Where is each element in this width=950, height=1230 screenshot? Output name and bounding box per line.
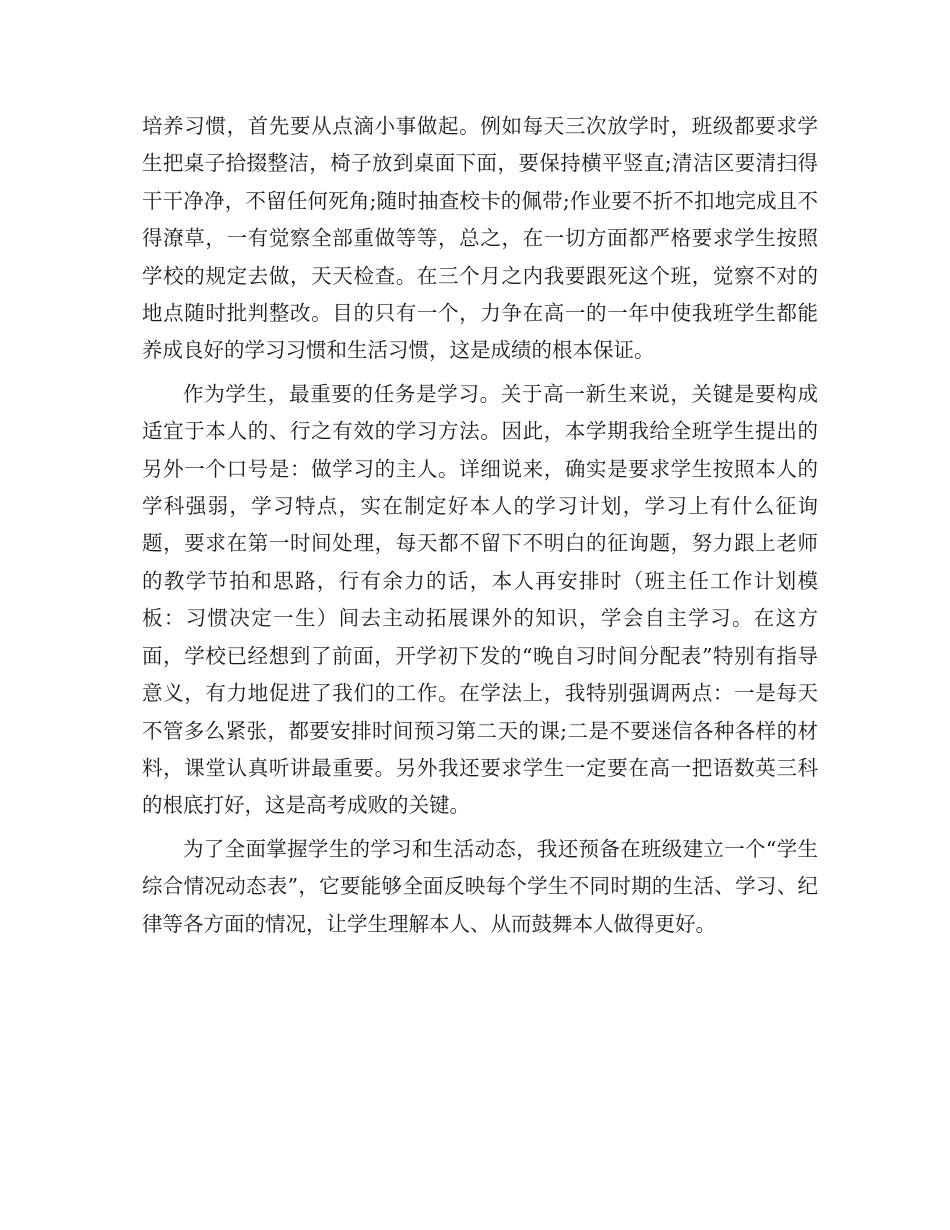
paragraph-study-methods: 作为学生，最重要的任务是学习。关于高一新生来说，关键是要构成适宜于本人的、行之有效的学习方法。因此，本学期我给全班学生提出的另外一个口号是：做学习的主人。详细说来，确实是要求学生按照本人的学科强弱，学习特点，实在制定好本人的学习计划，学习上有什么征询题，要求在第一时间处理，每天都不留下不明白的征询题，努力跟上老师的教学节拍和思路，行有余力的话，本人再安排时（班主任工作计划模板：习惯决定一生）间去主动拓展课外的知识，学会自主学习。在这方面，学校已经想到了前面，开学初下发的“晚自习时间分配表”特别有指导意义，有力地促进了我们的工作。在学法上，我特别强调两点：一是每天不管多么紧张，都要安排时间预习第二天的课;二是不要迷信各种各样的材料，课堂认真听讲最重要。另外我还要求学生一定要在高一把语数英三科的根底打好，这是高考成败的关键。: [142, 381, 818, 818]
paragraph-dynamic-table: 为了全面掌握学生的学习和生活动态，我还预备在班级建立一个“学生综合情况动态表”，它要能够全面反映每个学生不同时期的生活、学习、纪律等各方面的情况，让学生理解本人、从而鼓舞本人做得更好。: [142, 836, 818, 936]
document-body: [142, 108, 818, 949]
paragraph-habits: 培养习惯，首先要从点滴小事做起。例如每天三次放学时，班级都要求学生把桌子拾掇整洁，椅子放到桌面下面，要保持横平竖直;清洁区要清扫得干干净净，不留任何死角;随时抽查校卡的佩带;作业要不折不扣地完成且不得潦草，一有觉察全部重做等等，总之，在一切方面都严格要求学生按照学校的规定去做，天天检查。在三个月之内我要跟死这个班，觉察不对的地点随时批判整改。目的只有一个，力争在高一的一年中使我班学生都能养成良好的学习习惯和生活习惯，这是成绩的根本保证。: [142, 114, 818, 363]
